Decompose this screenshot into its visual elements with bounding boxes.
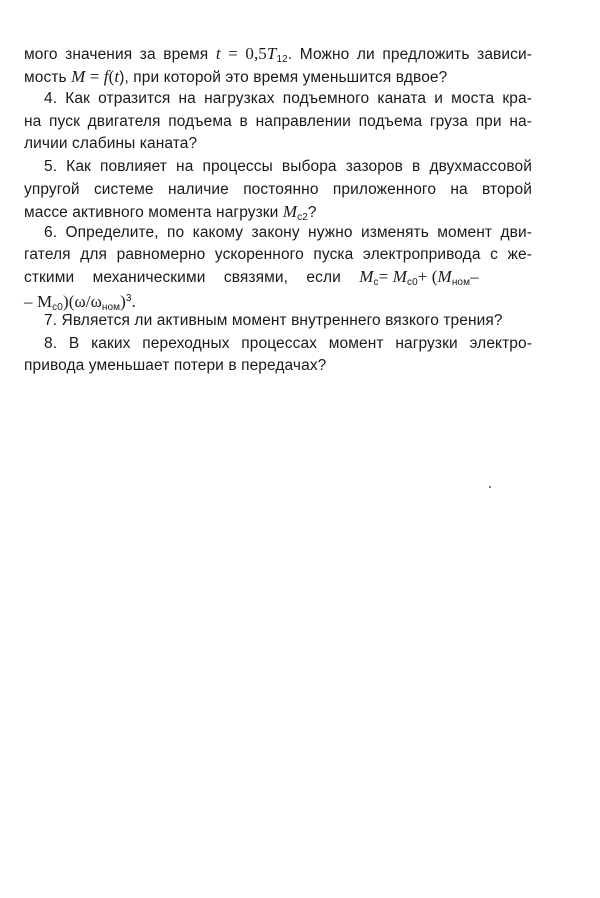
subscript: 12: [276, 54, 288, 65]
math: (: [108, 67, 115, 86]
math: M: [359, 267, 374, 286]
text: массе активного момента нагрузки: [24, 204, 283, 221]
math: M: [392, 267, 407, 286]
text-line: [24, 67, 532, 88]
superscript: 3: [125, 293, 132, 304]
text: мого значения за время: [24, 46, 216, 63]
math-T: T: [266, 44, 277, 63]
subscript: c0: [406, 277, 418, 288]
subscript: ном: [101, 302, 121, 313]
subscript: c0: [52, 302, 63, 313]
math: –: [470, 267, 479, 286]
math: =: [85, 67, 104, 86]
math: M: [282, 202, 298, 221]
text-line: личии слабины каната?: [24, 135, 198, 152]
text: ?: [307, 204, 317, 221]
math: f: [103, 67, 109, 86]
subscript: ном: [451, 277, 471, 288]
question-5: 5. Как повлияет на процессы выбора зазоров в двухмассовой: [44, 158, 532, 175]
text-line: на пуск двигателя подъема в направлении подъема груза при на-: [24, 113, 532, 130]
math: =: [378, 267, 393, 286]
text: . Можно ли предложить зависи-: [287, 46, 532, 63]
math-t: t: [215, 44, 221, 63]
math: + (: [417, 267, 438, 286]
text: мость: [24, 69, 72, 86]
subscript: c2: [297, 212, 308, 223]
text-line: упругой системе наличие постоянно приложенного на второй: [24, 181, 532, 198]
subscript: c: [373, 277, 379, 288]
question-8: 8. В каких переходных процессах момент нагрузки электро-: [44, 335, 532, 352]
scan-speck: [489, 486, 491, 488]
text: сткими механическими связями, если: [24, 269, 360, 286]
text-line: привода уменьшает потери в передачах?: [24, 357, 327, 374]
question-6: 6. Определите, по какому закону нужно изменять момент дви-: [44, 224, 532, 241]
text-line: гателя для равномерно ускоренного пуска электропривода с же-: [24, 246, 532, 263]
text: ), при которой это время уменьшится вдвое?: [119, 69, 448, 86]
math: = 0,5: [220, 44, 267, 63]
math: M: [437, 267, 452, 286]
math: )(ω/ω: [62, 292, 102, 311]
math: M: [71, 67, 86, 86]
math: t: [114, 67, 120, 86]
math: – M: [24, 292, 53, 311]
question-4: 4. Как отразится на нагрузках подъемного каната и моста кра-: [44, 90, 532, 107]
math: ): [120, 292, 126, 311]
math: .: [131, 292, 136, 311]
question-7: 7. Является ли активным момент внутреннего вязкого трения?: [44, 312, 503, 329]
